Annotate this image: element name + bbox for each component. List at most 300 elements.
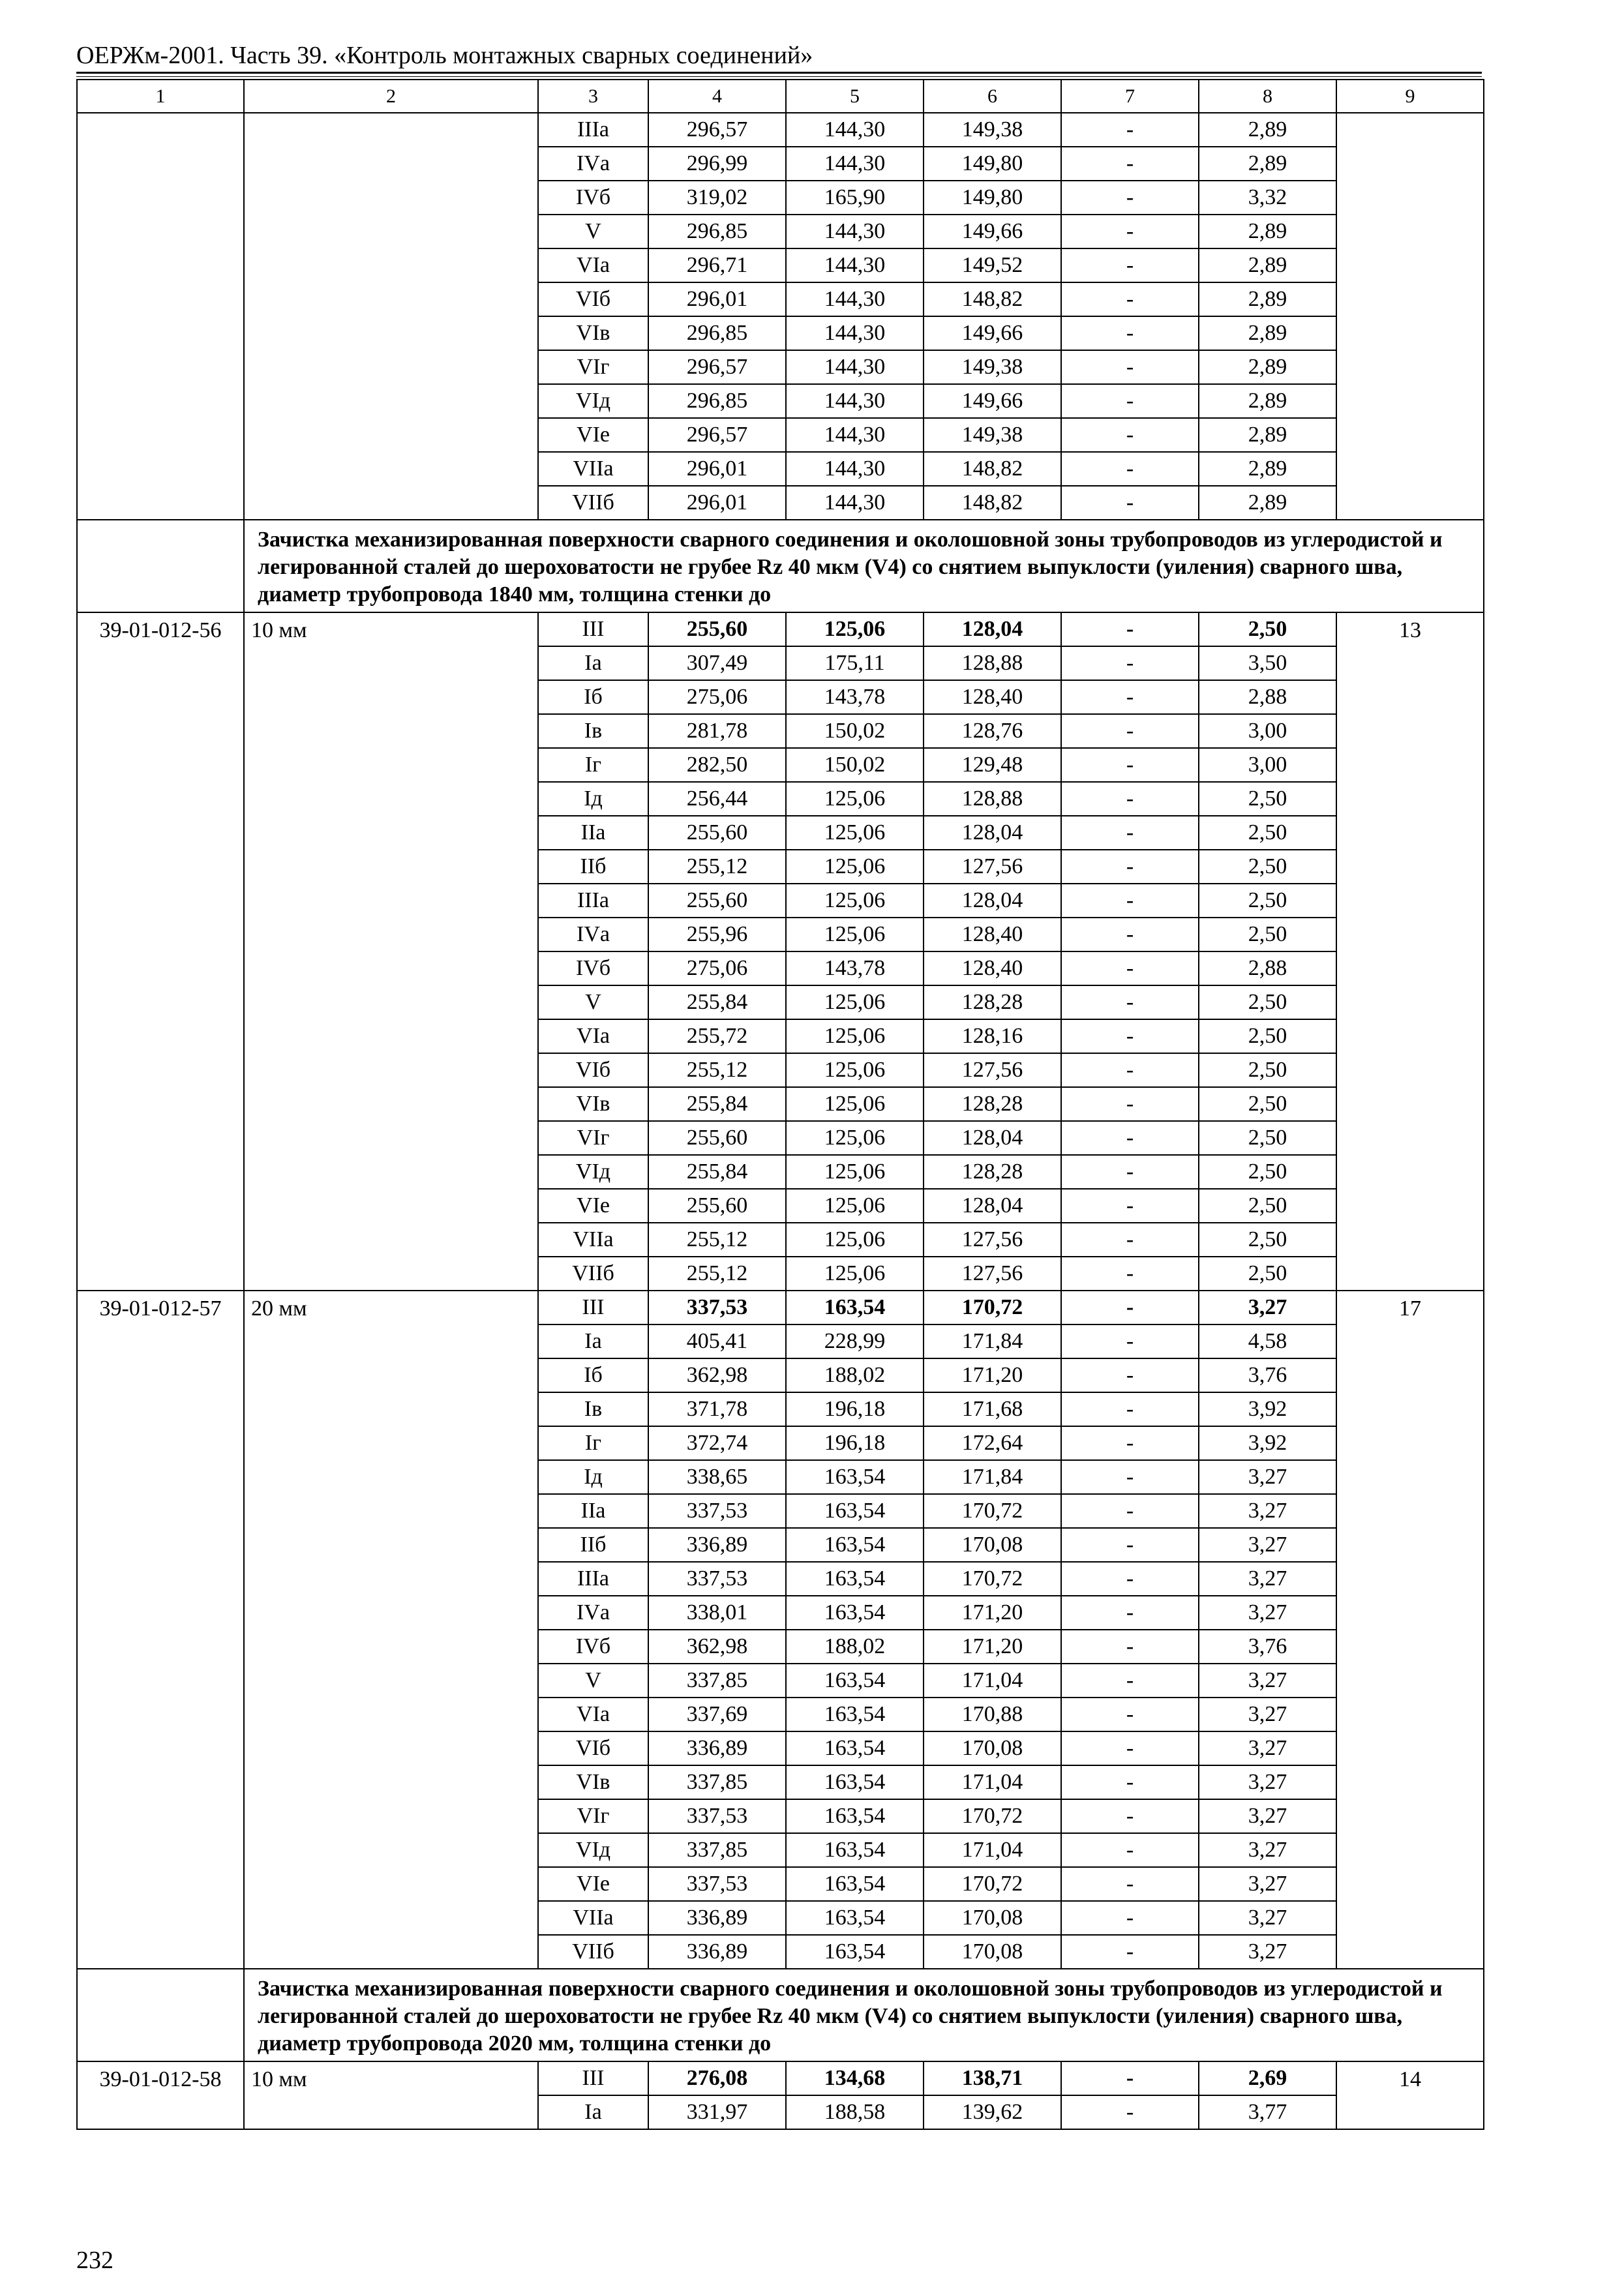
value-cell: 125,06 [786, 918, 924, 951]
value-cell: 3,27 [1199, 1731, 1336, 1765]
value-cell: 163,54 [786, 1698, 924, 1731]
region-cell: V [538, 1664, 648, 1698]
value-cell: 228,99 [786, 1324, 924, 1358]
value-cell: 2,50 [1199, 1155, 1336, 1189]
value-cell: 337,69 [648, 1698, 786, 1731]
value-cell: 125,06 [786, 1223, 924, 1257]
value-cell: 2,50 [1199, 612, 1336, 646]
value-cell: 188,58 [786, 2095, 924, 2129]
value-cell: - [1061, 316, 1199, 350]
value-cell: 255,60 [648, 884, 786, 918]
table-row [77, 113, 1484, 147]
region-cell: Iд [538, 782, 648, 816]
value-cell: 2,50 [1199, 1019, 1336, 1053]
value-cell: 128,16 [924, 1019, 1061, 1053]
region-cell: IIIа [538, 884, 648, 918]
value-cell: 405,41 [648, 1324, 786, 1358]
region-cell: IVб [538, 181, 648, 215]
value-cell: 336,89 [648, 1731, 786, 1765]
value-cell: - [1061, 1528, 1199, 1562]
value-cell: 2,69 [1199, 2061, 1336, 2095]
value-cell: 3,27 [1199, 1698, 1336, 1731]
value-cell: 2,89 [1199, 215, 1336, 248]
value-cell: 2,89 [1199, 316, 1336, 350]
value-cell: 3,00 [1199, 748, 1336, 782]
value-cell: - [1061, 1426, 1199, 1460]
value-cell: 149,80 [924, 181, 1061, 215]
value-cell: 163,54 [786, 1460, 924, 1494]
region-cell: IVб [538, 951, 648, 985]
value-cell: 163,54 [786, 1833, 924, 1867]
value-cell: 125,06 [786, 612, 924, 646]
value-cell: 3,27 [1199, 1935, 1336, 1969]
value-cell: 171,68 [924, 1392, 1061, 1426]
value-cell: 296,01 [648, 452, 786, 486]
value-cell: 337,53 [648, 1291, 786, 1324]
value-cell: 336,89 [648, 1528, 786, 1562]
region-cell: IIIа [538, 113, 648, 147]
value-cell: 150,02 [786, 714, 924, 748]
value-cell: 125,06 [786, 782, 924, 816]
value-cell: 2,50 [1199, 1223, 1336, 1257]
region-cell: Iа [538, 646, 648, 680]
region-cell: IIIа [538, 1562, 648, 1596]
value-cell: 125,06 [786, 1053, 924, 1087]
value-cell: 170,72 [924, 1867, 1061, 1901]
value-cell: 3,27 [1199, 1291, 1336, 1324]
value-cell: 3,76 [1199, 1358, 1336, 1392]
value-cell: 170,08 [924, 1731, 1061, 1765]
value-cell: 170,72 [924, 1799, 1061, 1833]
section-header-row [77, 520, 1484, 612]
value-cell: 163,54 [786, 1867, 924, 1901]
value-cell: 2,50 [1199, 782, 1336, 816]
value-cell: 150,02 [786, 748, 924, 782]
value-cell: 371,78 [648, 1392, 786, 1426]
value-cell: 171,20 [924, 1630, 1061, 1664]
value-cell: 149,80 [924, 147, 1061, 181]
region-cell: VIе [538, 1189, 648, 1223]
value-cell: - [1061, 985, 1199, 1019]
value-cell: 3,32 [1199, 181, 1336, 215]
rate-name-cell: 20 мм [244, 1291, 538, 1969]
section-title: Зачистка механизированная поверхности сварного соединения и околошовной зоны трубопроводов из углеродистой и легированной сталей до шероховатости не грубее Rz 40 мкм (V4) со снятием выпуклости (уиления) сварного шва, диаметр трубопровода 1840 мм, толщина стенки до [244, 520, 1484, 612]
value-cell: - [1061, 1392, 1199, 1426]
value-cell: 127,56 [924, 1257, 1061, 1291]
value-cell: 2,89 [1199, 486, 1336, 520]
value-cell: 2,89 [1199, 113, 1336, 147]
value-cell: 255,12 [648, 850, 786, 884]
value-cell: - [1061, 282, 1199, 316]
region-cell: VIг [538, 350, 648, 384]
value-cell: - [1061, 1630, 1199, 1664]
value-cell: 144,30 [786, 350, 924, 384]
value-cell: 281,78 [648, 714, 786, 748]
value-cell: 3,77 [1199, 2095, 1336, 2129]
value-cell: - [1061, 2095, 1199, 2129]
value-cell: - [1061, 1087, 1199, 1121]
value-cell: - [1061, 884, 1199, 918]
region-cell: VIа [538, 1698, 648, 1731]
region-cell: VIд [538, 1833, 648, 1867]
value-cell: 171,04 [924, 1765, 1061, 1799]
region-cell: IVб [538, 1630, 648, 1664]
value-cell: - [1061, 1460, 1199, 1494]
value-cell: - [1061, 1189, 1199, 1223]
value-cell: - [1061, 1053, 1199, 1087]
section-header-row [77, 1969, 1484, 2061]
value-cell: 125,06 [786, 816, 924, 850]
column-number: 3 [538, 80, 648, 113]
section-title: Зачистка механизированная поверхности сварного соединения и околошовной зоны трубопроводов из углеродистой и легированной сталей до шероховатости не грубее Rz 40 мкм (V4) со снятием выпуклости (уиления) сварного шва, диаметр трубопровода 2020 мм, толщина стенки до [244, 1969, 1484, 2061]
value-cell: 2,89 [1199, 452, 1336, 486]
value-cell: - [1061, 113, 1199, 147]
value-cell: 2,50 [1199, 985, 1336, 1019]
value-cell: 125,06 [786, 884, 924, 918]
region-cell: VIе [538, 418, 648, 452]
value-cell: 256,44 [648, 782, 786, 816]
value-cell: - [1061, 1935, 1199, 1969]
value-cell: 144,30 [786, 248, 924, 282]
value-cell: 127,56 [924, 1223, 1061, 1257]
value-cell: 3,92 [1199, 1426, 1336, 1460]
value-cell: 2,89 [1199, 418, 1336, 452]
value-cell: 163,54 [786, 1562, 924, 1596]
value-cell: 170,08 [924, 1901, 1061, 1935]
value-cell: 255,12 [648, 1223, 786, 1257]
region-cell: IVа [538, 918, 648, 951]
region-cell: Iб [538, 1358, 648, 1392]
value-cell: - [1061, 215, 1199, 248]
value-cell: 125,06 [786, 1189, 924, 1223]
region-cell: VIIб [538, 1935, 648, 1969]
value-cell: - [1061, 1867, 1199, 1901]
value-cell: 128,40 [924, 951, 1061, 985]
value-cell: - [1061, 1664, 1199, 1698]
value-cell: 128,28 [924, 1087, 1061, 1121]
region-cell: VIб [538, 282, 648, 316]
value-cell: - [1061, 1155, 1199, 1189]
value-cell: 2,50 [1199, 816, 1336, 850]
value-cell: 144,30 [786, 452, 924, 486]
value-cell: - [1061, 1358, 1199, 1392]
value-cell: - [1061, 816, 1199, 850]
value-cell: 296,85 [648, 384, 786, 418]
value-cell: 362,98 [648, 1358, 786, 1392]
region-cell: VIб [538, 1053, 648, 1087]
value-cell: 336,89 [648, 1901, 786, 1935]
value-cell: 3,00 [1199, 714, 1336, 748]
table-row [77, 1291, 1484, 1324]
region-cell: III [538, 612, 648, 646]
value-cell: 196,18 [786, 1426, 924, 1460]
value-cell: 163,54 [786, 1731, 924, 1765]
region-cell: VIIа [538, 1223, 648, 1257]
rate-code-cell [77, 113, 244, 520]
value-cell: 2,50 [1199, 1189, 1336, 1223]
region-cell: IVа [538, 147, 648, 181]
value-cell: 2,50 [1199, 850, 1336, 884]
value-cell: 275,06 [648, 951, 786, 985]
value-cell: 149,52 [924, 248, 1061, 282]
region-cell: VIв [538, 1087, 648, 1121]
value-cell: 296,01 [648, 282, 786, 316]
value-cell: - [1061, 418, 1199, 452]
value-cell: 2,89 [1199, 350, 1336, 384]
column-number: 8 [1199, 80, 1336, 113]
value-cell: 338,01 [648, 1596, 786, 1630]
region-cell: Iг [538, 748, 648, 782]
value-cell: 3,27 [1199, 1901, 1336, 1935]
value-cell: 255,60 [648, 1189, 786, 1223]
value-cell: - [1061, 612, 1199, 646]
section-blank-cell [77, 520, 244, 612]
value-cell: 2,89 [1199, 282, 1336, 316]
value-cell: 3,76 [1199, 1630, 1336, 1664]
value-cell: 144,30 [786, 316, 924, 350]
value-cell: 128,28 [924, 1155, 1061, 1189]
region-cell: VIб [538, 1731, 648, 1765]
value-cell: - [1061, 748, 1199, 782]
value-cell: 125,06 [786, 985, 924, 1019]
region-cell: Iа [538, 2095, 648, 2129]
value-cell: 2,50 [1199, 918, 1336, 951]
region-cell: VIIб [538, 486, 648, 520]
value-cell: 125,06 [786, 1087, 924, 1121]
value-cell: - [1061, 918, 1199, 951]
value-cell: 337,53 [648, 1867, 786, 1901]
region-cell: VIIа [538, 1901, 648, 1935]
rate-code-cell: 39-01-012-56 [77, 612, 244, 1291]
value-cell: 3,27 [1199, 1460, 1336, 1494]
value-cell: 2,89 [1199, 384, 1336, 418]
col9-cell: 17 [1336, 1291, 1484, 1969]
value-cell: 255,60 [648, 1121, 786, 1155]
value-cell: 163,54 [786, 1494, 924, 1528]
value-cell: 134,68 [786, 2061, 924, 2095]
region-cell: IVа [538, 1596, 648, 1630]
value-cell: 331,97 [648, 2095, 786, 2129]
value-cell: 3,27 [1199, 1799, 1336, 1833]
rate-name-cell: 10 мм [244, 612, 538, 1291]
value-cell: 171,84 [924, 1324, 1061, 1358]
value-cell: 128,28 [924, 985, 1061, 1019]
value-cell: 3,27 [1199, 1562, 1336, 1596]
value-cell: - [1061, 1799, 1199, 1833]
value-cell: 255,84 [648, 985, 786, 1019]
value-cell: 3,27 [1199, 1765, 1336, 1799]
value-cell: 3,27 [1199, 1833, 1336, 1867]
header-rule-thin [76, 76, 1482, 77]
rate-name-cell [244, 113, 538, 520]
value-cell: - [1061, 1291, 1199, 1324]
value-cell: - [1061, 1562, 1199, 1596]
region-cell: V [538, 985, 648, 1019]
value-cell: 163,54 [786, 1596, 924, 1630]
value-cell: - [1061, 714, 1199, 748]
region-cell: IIа [538, 816, 648, 850]
value-cell: 165,90 [786, 181, 924, 215]
value-cell: 3,27 [1199, 1494, 1336, 1528]
value-cell: - [1061, 951, 1199, 985]
value-cell: - [1061, 181, 1199, 215]
value-cell: 2,89 [1199, 248, 1336, 282]
value-cell: - [1061, 1223, 1199, 1257]
value-cell: - [1061, 646, 1199, 680]
value-cell: 175,11 [786, 646, 924, 680]
value-cell: 148,82 [924, 452, 1061, 486]
value-cell: - [1061, 1324, 1199, 1358]
value-cell: 128,04 [924, 1121, 1061, 1155]
region-cell: IIа [538, 1494, 648, 1528]
table-row [77, 612, 1484, 646]
value-cell: 144,30 [786, 486, 924, 520]
region-cell: IIб [538, 1528, 648, 1562]
value-cell: 2,50 [1199, 884, 1336, 918]
value-cell: 149,38 [924, 350, 1061, 384]
value-cell: 188,02 [786, 1630, 924, 1664]
value-cell: 143,78 [786, 680, 924, 714]
value-cell: 188,02 [786, 1358, 924, 1392]
value-cell: 255,84 [648, 1155, 786, 1189]
region-cell: VIд [538, 384, 648, 418]
value-cell: - [1061, 1494, 1199, 1528]
value-cell: 171,84 [924, 1460, 1061, 1494]
region-cell: VIг [538, 1121, 648, 1155]
value-cell: 296,57 [648, 418, 786, 452]
region-cell: VIа [538, 1019, 648, 1053]
region-cell: Iб [538, 680, 648, 714]
value-cell: 337,53 [648, 1799, 786, 1833]
value-cell: 338,65 [648, 1460, 786, 1494]
value-cell: - [1061, 248, 1199, 282]
value-cell: 128,40 [924, 680, 1061, 714]
column-number: 1 [77, 80, 244, 113]
value-cell: - [1061, 452, 1199, 486]
value-cell: 170,72 [924, 1562, 1061, 1596]
value-cell: 163,54 [786, 1765, 924, 1799]
region-cell: V [538, 215, 648, 248]
value-cell: 149,38 [924, 113, 1061, 147]
value-cell: 163,54 [786, 1799, 924, 1833]
value-cell: 127,56 [924, 850, 1061, 884]
value-cell: 128,04 [924, 884, 1061, 918]
page-header-title: ОЕРЖм-2001. Часть 39. «Контроль монтажных сварных соединений» [76, 42, 813, 69]
region-cell: VIIа [538, 452, 648, 486]
value-cell: - [1061, 782, 1199, 816]
value-cell: 372,74 [648, 1426, 786, 1460]
value-cell: 307,49 [648, 646, 786, 680]
value-cell: 336,89 [648, 1935, 786, 1969]
value-cell: 171,20 [924, 1358, 1061, 1392]
region-cell: III [538, 1291, 648, 1324]
value-cell: 127,56 [924, 1053, 1061, 1087]
value-cell: 170,88 [924, 1698, 1061, 1731]
value-cell: 128,40 [924, 918, 1061, 951]
value-cell: 296,57 [648, 113, 786, 147]
region-cell: VIе [538, 1867, 648, 1901]
region-cell: VIа [538, 248, 648, 282]
value-cell: - [1061, 1698, 1199, 1731]
value-cell: 255,12 [648, 1257, 786, 1291]
column-number: 7 [1061, 80, 1199, 113]
value-cell: 170,72 [924, 1494, 1061, 1528]
column-number-row [77, 80, 1484, 113]
value-cell: 172,64 [924, 1426, 1061, 1460]
value-cell: - [1061, 1257, 1199, 1291]
value-cell: 163,54 [786, 1935, 924, 1969]
value-cell: 128,04 [924, 612, 1061, 646]
value-cell: - [1061, 350, 1199, 384]
column-number: 4 [648, 80, 786, 113]
value-cell: 337,53 [648, 1494, 786, 1528]
value-cell: 2,88 [1199, 951, 1336, 985]
value-cell: 337,85 [648, 1833, 786, 1867]
column-number: 5 [786, 80, 924, 113]
column-number: 9 [1336, 80, 1484, 113]
value-cell: 282,50 [648, 748, 786, 782]
value-cell: 125,06 [786, 1121, 924, 1155]
value-cell: 296,85 [648, 316, 786, 350]
value-cell: 144,30 [786, 418, 924, 452]
value-cell: 296,57 [648, 350, 786, 384]
value-cell: 296,85 [648, 215, 786, 248]
col9-cell: 13 [1336, 612, 1484, 1291]
value-cell: - [1061, 2061, 1199, 2095]
value-cell: 125,06 [786, 850, 924, 884]
value-cell: 255,84 [648, 1087, 786, 1121]
value-cell: 171,04 [924, 1664, 1061, 1698]
region-cell: Iд [538, 1460, 648, 1494]
value-cell: 170,72 [924, 1291, 1061, 1324]
value-cell: 2,50 [1199, 1053, 1336, 1087]
value-cell: 296,99 [648, 147, 786, 181]
value-cell: - [1061, 1765, 1199, 1799]
value-cell: - [1061, 850, 1199, 884]
value-cell: 149,66 [924, 215, 1061, 248]
value-cell: 255,60 [648, 612, 786, 646]
value-cell: 149,66 [924, 316, 1061, 350]
value-cell: 2,50 [1199, 1121, 1336, 1155]
page-number: 232 [76, 2247, 113, 2274]
value-cell: - [1061, 1596, 1199, 1630]
value-cell: - [1061, 1901, 1199, 1935]
region-cell: Iв [538, 714, 648, 748]
value-cell: 3,92 [1199, 1392, 1336, 1426]
value-cell: 362,98 [648, 1630, 786, 1664]
value-cell: 3,50 [1199, 646, 1336, 680]
value-cell: 163,54 [786, 1901, 924, 1935]
rates-table [76, 79, 1484, 2130]
value-cell: 129,48 [924, 748, 1061, 782]
region-cell: VIг [538, 1799, 648, 1833]
value-cell: 144,30 [786, 113, 924, 147]
rates-table-body [77, 80, 1484, 2129]
value-cell: 128,88 [924, 646, 1061, 680]
value-cell: 143,78 [786, 951, 924, 985]
value-cell: 163,54 [786, 1528, 924, 1562]
value-cell: 128,88 [924, 782, 1061, 816]
value-cell: 170,08 [924, 1528, 1061, 1562]
value-cell: 255,60 [648, 816, 786, 850]
col9-cell: 14 [1336, 2061, 1484, 2129]
value-cell: 296,01 [648, 486, 786, 520]
value-cell: - [1061, 486, 1199, 520]
value-cell: 337,85 [648, 1664, 786, 1698]
region-cell: IIб [538, 850, 648, 884]
value-cell: 149,66 [924, 384, 1061, 418]
value-cell: 148,82 [924, 486, 1061, 520]
